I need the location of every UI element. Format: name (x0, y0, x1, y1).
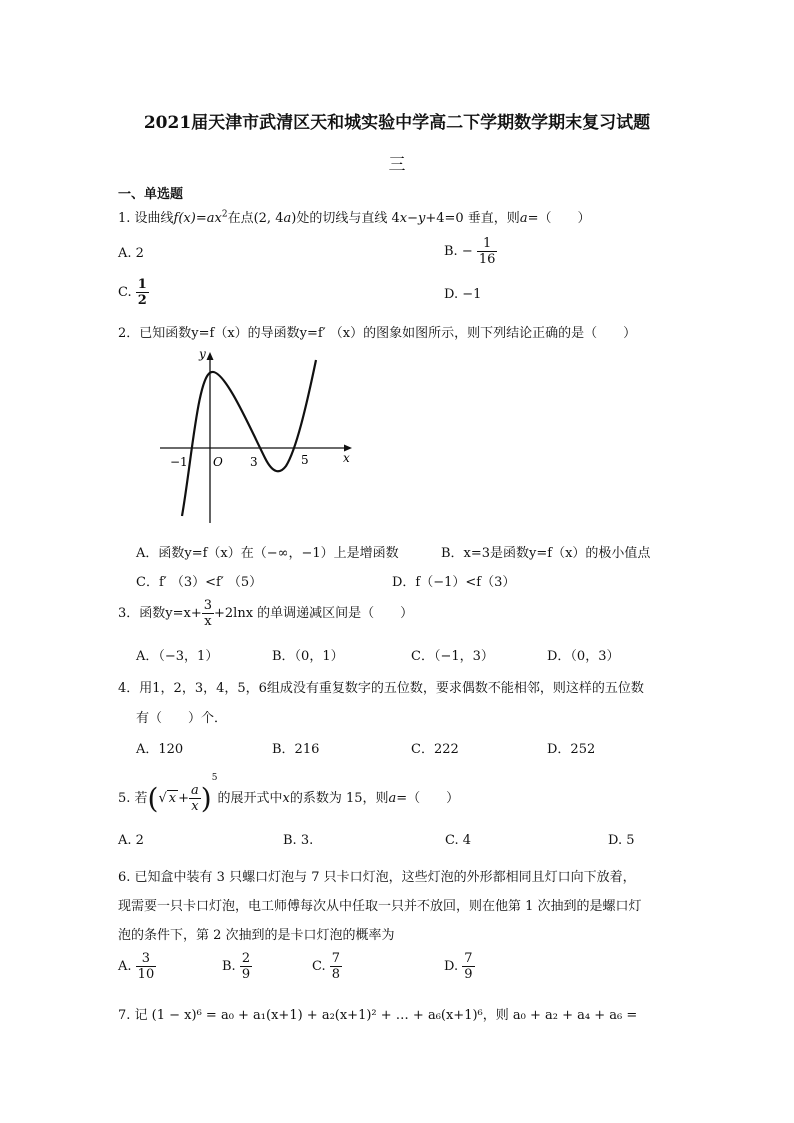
q1-option-c: C. $\frac{1}{2}$ (118, 277, 147, 308)
q4-option-b: B．216 (272, 742, 320, 757)
paper-title: 2021届天津市武清区天和城实验中学高二下学期数学期末复习试题 (143, 113, 651, 133)
x-axis-label: x (343, 451, 350, 465)
q2-option-b: B．x=3是函数y=f（x）的极小值点 (441, 546, 651, 561)
q5-option-d: D. 5 (608, 833, 635, 848)
q6-option-d: D. $\frac{7}{9}$ (444, 951, 473, 982)
q1-option-d: D. −1 (444, 287, 482, 302)
origin-label: O (213, 455, 223, 469)
paper-title-line2: 三 (388, 155, 406, 175)
q1-option-b: B. − $\frac{1}{16}$ (444, 236, 496, 267)
q6-option-c: C. $\frac{7}{8}$ (312, 951, 341, 982)
q3-option-b: B．（0，1） (272, 649, 344, 664)
derivative-graph (160, 348, 370, 528)
q5-option-b: B. 3. (283, 833, 314, 848)
tick-label-neg1: −1 (170, 455, 188, 469)
question-3: 3．函数y=x+ $\frac{3}{x}$ +2lnx 的单调递减区间是（ ） (118, 598, 414, 629)
q4-option-d: D．252 (547, 742, 596, 757)
q1-option-a: A. 2 (118, 246, 144, 261)
q6-option-a: A. $\frac{3}{10}$ (118, 951, 155, 982)
q3-option-a: A．（−3，1） (136, 649, 219, 664)
tick-label-3: 3 (250, 455, 258, 469)
question-4-cont: 有（ ）个． (136, 711, 228, 726)
q5-option-c: C. 4 (445, 833, 472, 848)
q3-option-d: D．（0，3） (547, 649, 620, 664)
q2-option-a: A．函数y=f（x）在（−∞，−1）上是增函数 (136, 546, 399, 561)
question-6: 6. 已知盒中装有 3 只螺口灯泡与 7 只卡口灯泡，这些灯泡的外形都相同且灯口向下放着， (118, 870, 636, 885)
q4-option-a: A．120 (136, 742, 184, 757)
q2-option-c: C．f′ （3）<f′ （5） (136, 575, 263, 590)
q2-option-d: D．f（−1）<f（3） (392, 575, 516, 590)
q6-option-b: B. $\frac{2}{9}$ (222, 951, 251, 982)
section-heading: 一、单选题 (118, 187, 184, 202)
question-1: 1. 设曲线$f(x)=ax^2$在点(2, 4a)处的切线与直线 4x−y+4=0 垂直，则a=（ ） (118, 209, 591, 226)
tick-label-5: 5 (301, 453, 309, 467)
question-7: 7. 记 (1 − x)⁶ = a₀ + a₁(x+1) + a₂(x+1)² + … + a₆(x+1)⁶，则 a₀ + a₂ + a₄ + a₆ = (118, 1008, 638, 1023)
y-axis-label: y (199, 348, 206, 361)
question-6-cont2: 泡的条件下，第 2 次抽到的是卡口灯泡的概率为 (118, 928, 395, 943)
y-axis-arrow (207, 352, 214, 360)
q3-option-c: C．（−1，3） (411, 649, 494, 664)
derivative-curve (182, 360, 316, 516)
question-5: 5. 若(√ x + $\frac{a}{x}$ )$^5$的展开式中x的系数为 15，则a=（ ） (118, 773, 460, 815)
question-4: 4．用1，2，3，4，5，6组成没有重复数字的五位数，要求偶数不能相邻，则这样的五位数 (118, 681, 644, 696)
q5-option-a: A. 2 (118, 833, 144, 848)
question-6-cont1: 现需要一只卡口灯泡，电工师傅每次从中任取一只并不放回，则在他第 1 次抽到的是螺口灯 (118, 899, 642, 914)
question-2: 2．已知函数y=f（x）的导函数y=f′ （x）的图象如图所示，则下列结论正确的是（ ） (118, 326, 637, 341)
q4-option-c: C．222 (411, 742, 459, 757)
